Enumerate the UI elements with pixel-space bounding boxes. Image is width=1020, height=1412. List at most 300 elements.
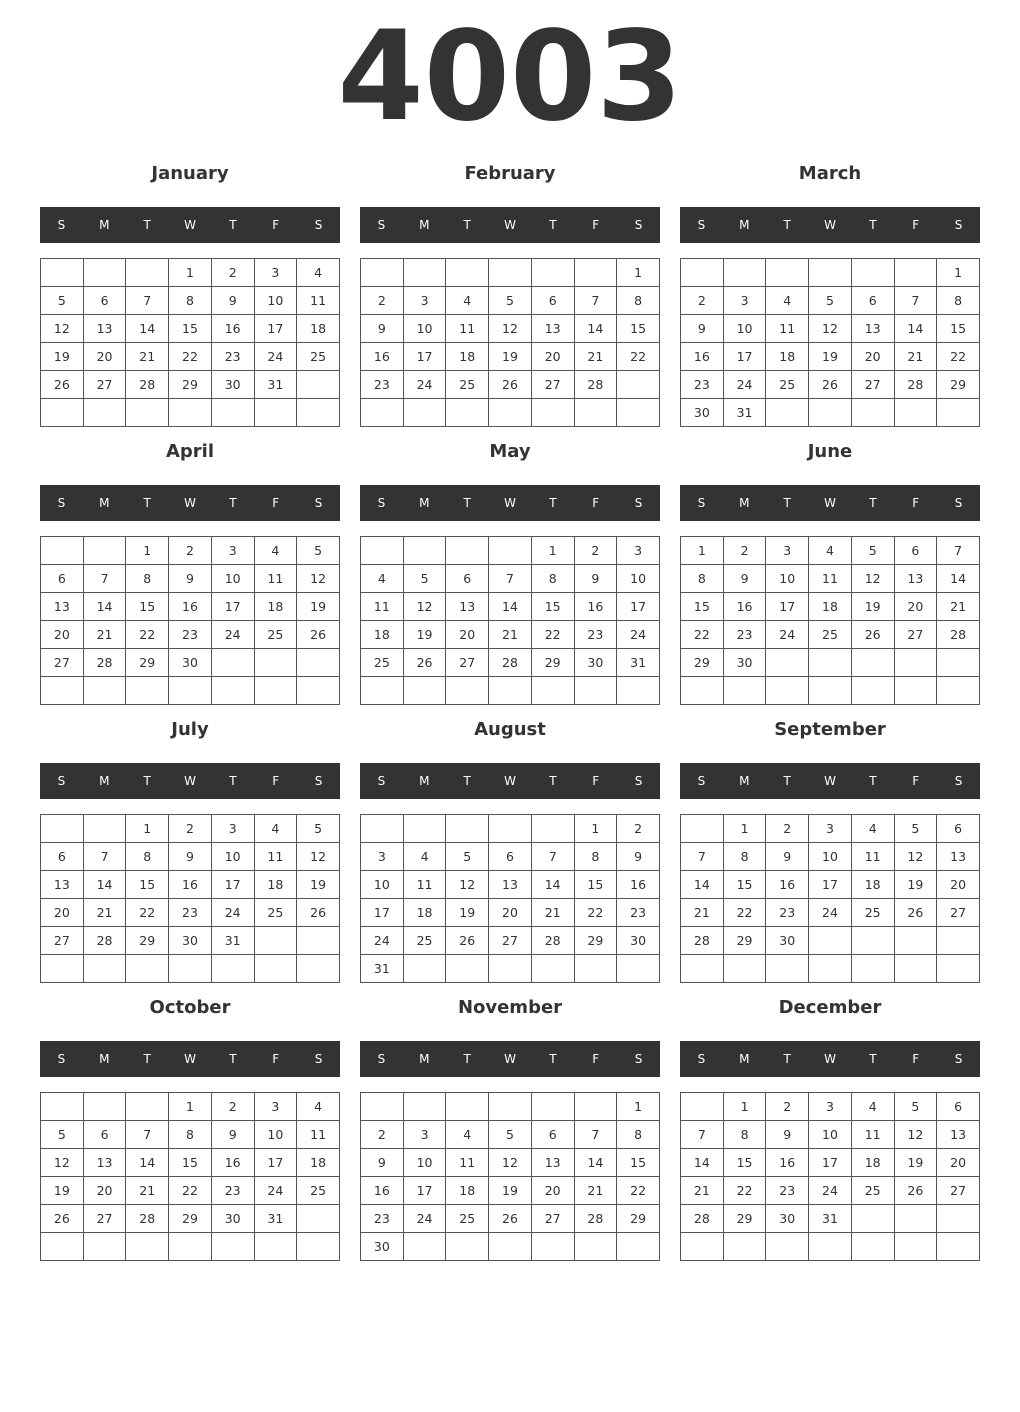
- day-cell: [531, 815, 574, 843]
- day-cell: 18: [851, 1149, 894, 1177]
- day-cell: [41, 399, 84, 427]
- day-cell: [297, 927, 340, 955]
- day-grid: [360, 258, 660, 427]
- week-row: [361, 371, 660, 399]
- day-cell: 29: [723, 1205, 766, 1233]
- day-cell: 25: [297, 343, 340, 371]
- day-cell: [531, 1093, 574, 1121]
- day-cell: 27: [937, 899, 980, 927]
- day-cell: [894, 677, 937, 705]
- weekday-header-row: [360, 485, 660, 521]
- day-cell: 11: [254, 843, 297, 871]
- day-cell: 9: [766, 843, 809, 871]
- weekday-header: T: [869, 774, 877, 788]
- day-cell: 5: [41, 287, 84, 315]
- day-cell: 10: [403, 315, 446, 343]
- day-cell: [254, 399, 297, 427]
- month-name: October: [149, 997, 231, 1018]
- month-name: March: [798, 163, 862, 184]
- day-cell: 12: [41, 315, 84, 343]
- weekday-header: F: [592, 496, 600, 510]
- day-cell: 22: [681, 621, 724, 649]
- day-cell: 3: [403, 1121, 446, 1149]
- day-cell: 11: [766, 315, 809, 343]
- day-cell: 25: [766, 371, 809, 399]
- day-cell: 4: [766, 287, 809, 315]
- weekday-header: T: [229, 496, 237, 510]
- day-cell: 10: [403, 1149, 446, 1177]
- week-row: [41, 1177, 340, 1205]
- weekday-header: W: [824, 1052, 836, 1066]
- day-cell: 17: [361, 899, 404, 927]
- week-row: [681, 371, 980, 399]
- day-cell: [361, 399, 404, 427]
- week-row: [41, 871, 340, 899]
- weekday-header: S: [314, 496, 323, 510]
- day-cell: 10: [617, 565, 660, 593]
- day-cell: 28: [937, 621, 980, 649]
- week-row: [41, 1233, 340, 1261]
- day-cell: 13: [83, 1149, 126, 1177]
- day-cell: 18: [254, 593, 297, 621]
- week-row: [41, 1121, 340, 1149]
- day-cell: [809, 927, 852, 955]
- day-cell: [403, 259, 446, 287]
- day-cell: 10: [361, 871, 404, 899]
- week-row: [681, 927, 980, 955]
- day-cell: 22: [169, 343, 212, 371]
- weekday-header: M: [739, 496, 750, 510]
- day-cell: [403, 815, 446, 843]
- day-cell: 18: [446, 1177, 489, 1205]
- day-cell: 1: [531, 537, 574, 565]
- week-row: [681, 871, 980, 899]
- day-cell: 25: [254, 621, 297, 649]
- week-row: [41, 371, 340, 399]
- day-cell: 5: [297, 537, 340, 565]
- day-grid: [40, 536, 340, 705]
- day-cell: 20: [83, 343, 126, 371]
- day-cell: 23: [361, 371, 404, 399]
- day-cell: [894, 927, 937, 955]
- day-cell: 14: [937, 565, 980, 593]
- day-cell: 18: [446, 343, 489, 371]
- day-cell: 31: [361, 955, 404, 983]
- day-cell: 15: [723, 1149, 766, 1177]
- weekday-header: S: [377, 1052, 386, 1066]
- day-cell: [126, 955, 169, 983]
- day-cell: 23: [211, 1177, 254, 1205]
- day-cell: 2: [169, 537, 212, 565]
- day-cell: 10: [211, 565, 254, 593]
- day-cell: 2: [723, 537, 766, 565]
- day-cell: 14: [489, 593, 532, 621]
- day-cell: [723, 1233, 766, 1261]
- day-cell: 12: [403, 593, 446, 621]
- day-cell: 6: [894, 537, 937, 565]
- day-cell: [126, 1093, 169, 1121]
- weekday-header: T: [549, 496, 557, 510]
- day-cell: 22: [617, 343, 660, 371]
- week-row: [41, 537, 340, 565]
- day-grid: [680, 1092, 980, 1261]
- day-cell: 13: [937, 1121, 980, 1149]
- day-cell: 6: [489, 843, 532, 871]
- week-row: [361, 955, 660, 983]
- day-cell: 15: [617, 1149, 660, 1177]
- day-cell: [83, 955, 126, 983]
- day-cell: [446, 815, 489, 843]
- week-row: [361, 899, 660, 927]
- day-cell: 23: [361, 1205, 404, 1233]
- day-cell: 27: [83, 371, 126, 399]
- day-cell: 28: [83, 649, 126, 677]
- day-cell: 20: [531, 343, 574, 371]
- week-row: [681, 593, 980, 621]
- day-cell: [531, 677, 574, 705]
- week-row: [681, 287, 980, 315]
- day-cell: 12: [41, 1149, 84, 1177]
- day-cell: 9: [574, 565, 617, 593]
- day-cell: 8: [723, 843, 766, 871]
- weekday-header: T: [549, 218, 557, 232]
- week-row: [681, 537, 980, 565]
- day-cell: 7: [574, 1121, 617, 1149]
- week-row: [41, 593, 340, 621]
- week-row: [361, 537, 660, 565]
- day-cell: 5: [809, 287, 852, 315]
- week-row: [41, 899, 340, 927]
- day-cell: 4: [446, 287, 489, 315]
- day-cell: 18: [851, 871, 894, 899]
- day-cell: 29: [169, 1205, 212, 1233]
- day-cell: 9: [211, 1121, 254, 1149]
- day-cell: 2: [766, 1093, 809, 1121]
- month-name: May: [489, 441, 531, 462]
- day-cell: 2: [361, 287, 404, 315]
- day-cell: 20: [894, 593, 937, 621]
- day-cell: [297, 677, 340, 705]
- day-cell: 6: [83, 1121, 126, 1149]
- day-cell: 19: [403, 621, 446, 649]
- day-cell: [403, 677, 446, 705]
- day-cell: 19: [809, 343, 852, 371]
- week-row: [41, 955, 340, 983]
- day-cell: 26: [297, 899, 340, 927]
- day-cell: 31: [254, 371, 297, 399]
- day-cell: 1: [126, 815, 169, 843]
- day-cell: [83, 1093, 126, 1121]
- day-cell: 30: [211, 1205, 254, 1233]
- day-cell: [446, 955, 489, 983]
- day-cell: [489, 259, 532, 287]
- weekday-header: T: [229, 218, 237, 232]
- day-cell: [937, 1233, 980, 1261]
- day-cell: [809, 259, 852, 287]
- day-cell: 21: [126, 1177, 169, 1205]
- month-name: February: [464, 163, 556, 184]
- day-cell: 8: [126, 565, 169, 593]
- day-cell: [446, 399, 489, 427]
- week-row: [361, 1177, 660, 1205]
- day-cell: 7: [937, 537, 980, 565]
- day-cell: 14: [126, 315, 169, 343]
- day-cell: 21: [937, 593, 980, 621]
- day-cell: [41, 815, 84, 843]
- week-row: [681, 1093, 980, 1121]
- day-cell: 9: [211, 287, 254, 315]
- day-cell: [297, 1205, 340, 1233]
- day-cell: 19: [297, 593, 340, 621]
- day-cell: 16: [723, 593, 766, 621]
- day-cell: 22: [126, 621, 169, 649]
- weekday-header: F: [272, 496, 280, 510]
- day-cell: 27: [489, 927, 532, 955]
- day-cell: 7: [681, 843, 724, 871]
- day-cell: [83, 677, 126, 705]
- week-row: [361, 1233, 660, 1261]
- day-cell: 21: [126, 343, 169, 371]
- day-cell: 13: [489, 871, 532, 899]
- day-cell: 25: [446, 1205, 489, 1233]
- day-cell: 22: [126, 899, 169, 927]
- day-cell: 24: [809, 1177, 852, 1205]
- day-cell: [254, 649, 297, 677]
- day-cell: 28: [681, 1205, 724, 1233]
- week-row: [681, 343, 980, 371]
- day-cell: 4: [446, 1121, 489, 1149]
- day-cell: 30: [211, 371, 254, 399]
- day-cell: [489, 1233, 532, 1261]
- day-cell: [574, 1093, 617, 1121]
- day-cell: 8: [126, 843, 169, 871]
- day-cell: [723, 955, 766, 983]
- day-grid: [680, 536, 980, 705]
- day-cell: [574, 399, 617, 427]
- day-cell: [169, 955, 212, 983]
- day-cell: 4: [403, 843, 446, 871]
- weekday-header: F: [912, 774, 920, 788]
- day-cell: [937, 677, 980, 705]
- day-cell: 18: [297, 315, 340, 343]
- day-cell: 9: [681, 315, 724, 343]
- day-cell: 26: [894, 1177, 937, 1205]
- day-cell: 15: [126, 593, 169, 621]
- week-row: [361, 649, 660, 677]
- day-grid: [360, 536, 660, 705]
- day-cell: 25: [297, 1177, 340, 1205]
- day-cell: 7: [894, 287, 937, 315]
- day-cell: 6: [851, 287, 894, 315]
- day-cell: 23: [681, 371, 724, 399]
- day-cell: 15: [169, 315, 212, 343]
- day-cell: 7: [574, 287, 617, 315]
- week-row: [681, 955, 980, 983]
- day-cell: 1: [617, 1093, 660, 1121]
- day-cell: [851, 649, 894, 677]
- month-name: December: [778, 997, 882, 1018]
- day-cell: [361, 259, 404, 287]
- weekday-header: S: [634, 774, 643, 788]
- week-row: [41, 927, 340, 955]
- day-cell: 6: [937, 815, 980, 843]
- day-cell: 24: [617, 621, 660, 649]
- day-cell: 29: [617, 1205, 660, 1233]
- weekday-header-row: [40, 1041, 340, 1077]
- weekday-header: F: [912, 1052, 920, 1066]
- day-cell: 10: [809, 843, 852, 871]
- day-cell: 5: [894, 815, 937, 843]
- day-cell: [297, 371, 340, 399]
- day-cell: 13: [851, 315, 894, 343]
- weekday-header: W: [504, 218, 516, 232]
- day-cell: 13: [41, 871, 84, 899]
- weekday-header: T: [869, 218, 877, 232]
- day-cell: [446, 537, 489, 565]
- day-cell: 14: [681, 1149, 724, 1177]
- day-cell: [681, 1093, 724, 1121]
- day-cell: [126, 677, 169, 705]
- week-row: [361, 1205, 660, 1233]
- day-cell: 12: [809, 315, 852, 343]
- day-cell: 23: [766, 1177, 809, 1205]
- day-cell: 31: [809, 1205, 852, 1233]
- day-cell: 11: [297, 1121, 340, 1149]
- weekday-header: S: [314, 1052, 323, 1066]
- month-name: January: [151, 163, 229, 184]
- day-cell: [766, 1233, 809, 1261]
- day-cell: [894, 649, 937, 677]
- day-cell: 28: [489, 649, 532, 677]
- day-cell: [489, 815, 532, 843]
- day-cell: 8: [531, 565, 574, 593]
- weekday-header-row: [360, 763, 660, 799]
- weekday-header: F: [912, 218, 920, 232]
- day-cell: [83, 399, 126, 427]
- weekday-header: T: [783, 774, 791, 788]
- day-cell: 26: [489, 371, 532, 399]
- day-cell: 24: [809, 899, 852, 927]
- day-cell: 20: [446, 621, 489, 649]
- weekday-header-row: [680, 207, 980, 243]
- week-row: [681, 565, 980, 593]
- weekday-header: T: [549, 774, 557, 788]
- day-cell: 26: [41, 371, 84, 399]
- day-cell: 27: [531, 371, 574, 399]
- day-cell: 17: [809, 871, 852, 899]
- day-cell: 26: [851, 621, 894, 649]
- day-cell: [937, 927, 980, 955]
- day-cell: 9: [169, 565, 212, 593]
- day-cell: 15: [937, 315, 980, 343]
- day-cell: 21: [574, 343, 617, 371]
- weekday-header: W: [504, 774, 516, 788]
- weekday-header-row: [360, 207, 660, 243]
- weekday-header: W: [184, 218, 196, 232]
- day-cell: [681, 815, 724, 843]
- day-cell: 6: [531, 287, 574, 315]
- day-cell: 17: [403, 1177, 446, 1205]
- day-cell: 8: [617, 1121, 660, 1149]
- week-row: [361, 843, 660, 871]
- day-cell: 6: [937, 1093, 980, 1121]
- day-cell: [809, 1233, 852, 1261]
- day-cell: 17: [254, 1149, 297, 1177]
- day-cell: [361, 677, 404, 705]
- day-cell: 9: [723, 565, 766, 593]
- day-cell: [126, 259, 169, 287]
- day-cell: 22: [723, 1177, 766, 1205]
- day-cell: 13: [531, 1149, 574, 1177]
- day-cell: [489, 1093, 532, 1121]
- day-cell: 20: [41, 899, 84, 927]
- day-cell: [851, 259, 894, 287]
- day-cell: [531, 1233, 574, 1261]
- day-cell: [169, 677, 212, 705]
- week-row: [361, 815, 660, 843]
- day-grid: [680, 814, 980, 983]
- day-cell: 10: [254, 1121, 297, 1149]
- day-cell: 2: [617, 815, 660, 843]
- day-cell: 13: [531, 315, 574, 343]
- day-cell: 16: [681, 343, 724, 371]
- day-cell: [809, 649, 852, 677]
- day-cell: 21: [681, 1177, 724, 1205]
- day-cell: 1: [937, 259, 980, 287]
- weekday-header: S: [377, 496, 386, 510]
- day-cell: 13: [937, 843, 980, 871]
- day-cell: 7: [126, 287, 169, 315]
- weekday-header: F: [592, 774, 600, 788]
- day-cell: 3: [254, 259, 297, 287]
- week-row: [681, 1205, 980, 1233]
- day-cell: [766, 399, 809, 427]
- weekday-header: T: [783, 1052, 791, 1066]
- day-grid: [360, 1092, 660, 1261]
- day-cell: [126, 1233, 169, 1261]
- weekday-header: T: [463, 218, 471, 232]
- day-cell: 16: [617, 871, 660, 899]
- day-cell: [126, 399, 169, 427]
- day-cell: 5: [297, 815, 340, 843]
- weekday-header: S: [377, 774, 386, 788]
- weekday-header: M: [419, 218, 430, 232]
- day-cell: 11: [403, 871, 446, 899]
- day-cell: 8: [937, 287, 980, 315]
- week-row: [41, 287, 340, 315]
- day-cell: [681, 259, 724, 287]
- day-cell: 5: [489, 287, 532, 315]
- year-title: 4003: [337, 5, 683, 149]
- day-cell: 5: [851, 537, 894, 565]
- day-cell: 30: [617, 927, 660, 955]
- day-cell: [254, 955, 297, 983]
- weekday-header-row: [40, 763, 340, 799]
- day-cell: 12: [446, 871, 489, 899]
- day-cell: 20: [851, 343, 894, 371]
- day-cell: 3: [211, 815, 254, 843]
- day-cell: [211, 955, 254, 983]
- day-cell: 29: [169, 371, 212, 399]
- weekday-header: F: [272, 1052, 280, 1066]
- day-cell: 24: [403, 371, 446, 399]
- day-cell: 15: [617, 315, 660, 343]
- day-cell: 18: [254, 871, 297, 899]
- day-cell: 1: [723, 1093, 766, 1121]
- day-cell: [83, 815, 126, 843]
- day-cell: [723, 259, 766, 287]
- day-cell: 28: [574, 1205, 617, 1233]
